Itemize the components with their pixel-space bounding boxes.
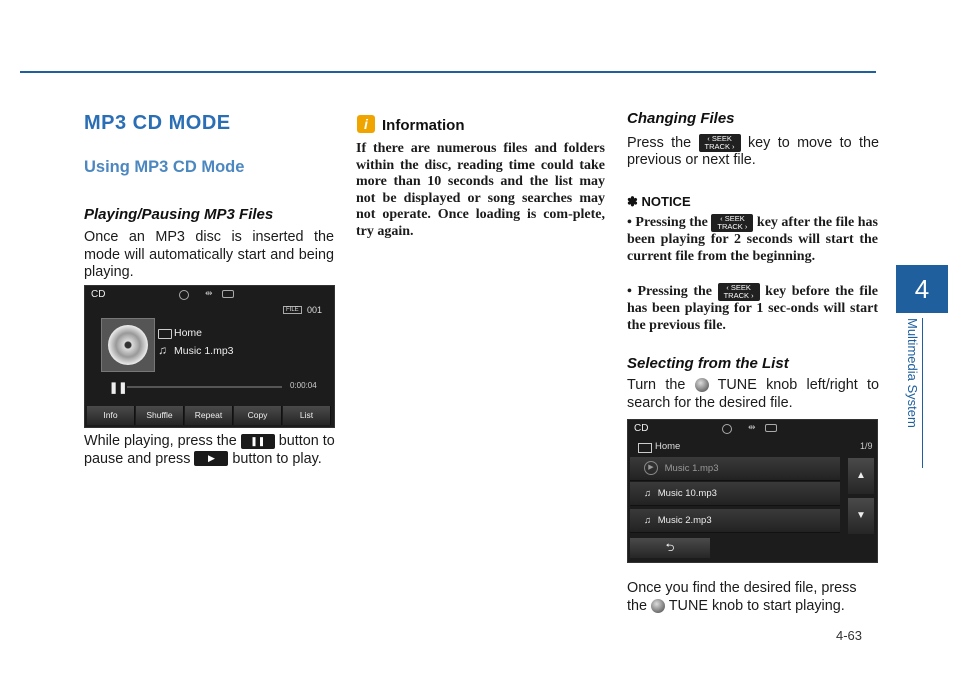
subsection-title: Using MP3 CD Mode [84,158,245,176]
notice-1b: key after the file has been playing for 2 seconds will start the current file from the beginning. [627,215,878,264]
file-number: 001 [307,305,323,315]
changing-heading: Changing Files [627,110,735,127]
file-badge: FILE [283,306,302,314]
folder-icon [158,329,172,339]
seek-track-icon-3: ‹ SEEK TRACK › [718,283,760,301]
pause-text-2: button to pause and press [84,433,335,467]
tune-knob-icon [695,378,709,392]
notice-2b: key before the file has been playing for 1 sec-onds will start the previous file. [627,284,879,333]
shuffle-button[interactable]: Shuffle [136,406,184,425]
playing-text: Once an MP3 disc is inserted the mode will automatically start and being playing. [84,229,334,280]
list-item-label: Music 2.mp3 [657,515,712,526]
changing-text-2: key to move to the previous or next file. [627,134,880,169]
seek-track-icon-2: ‹ SEEK TRACK › [711,214,753,232]
info-icon-letter: i [364,116,368,132]
play-circle-icon: ▶ [644,461,658,475]
changing-text [627,134,879,170]
notice-2a: • Pressing the [627,284,712,300]
list-folder-icon [638,443,652,453]
section-title: MP3 CD MODE [84,112,231,134]
repeat-button[interactable]: Repeat [185,406,233,425]
play-button-icon: ▶ [194,451,228,466]
notice-item-2 [627,283,878,334]
list-battery-icon [765,424,777,432]
list-item-label: Music 1.mp3 [664,463,719,474]
list-folder-name: Home [655,441,681,452]
playing-heading: Playing/Pausing MP3 Files [84,206,274,223]
chapter-rule [922,318,923,468]
folder-name: Home [174,327,203,339]
notice-item-1 [627,214,878,265]
elapsed-time: 0:00:04 [290,381,317,390]
list-disc-icon [722,424,732,434]
progress-bar[interactable] [127,386,282,388]
music-note-icon: ♫ [644,515,652,526]
info-icon [357,115,375,133]
final-text-2: TUNE knob to start playing. [668,597,845,614]
top-rule [20,71,876,73]
selecting-heading: Selecting from the List [627,355,789,372]
player-screen [84,285,335,428]
pause-icon[interactable]: ❚❚ [109,382,128,394]
tune-knob-icon-2 [651,599,665,613]
selecting-text [627,377,879,412]
list-screen-source: CD [634,423,649,434]
album-art [101,318,155,372]
list-item[interactable] [630,457,840,481]
pause-text-1: While playing, press the [84,433,237,449]
copy-button[interactable]: Copy [234,406,282,425]
chapter-label: Multimedia System [905,318,920,428]
list-usb-icon: ⇹ [748,422,756,432]
scroll-down-button[interactable]: ▼ [848,498,874,534]
music-note-icon: ♫ [644,488,652,499]
disc-icon [179,290,189,300]
list-button[interactable]: List [283,406,331,425]
changing-text-1: Press the [627,134,692,151]
final-text [627,580,879,615]
page-number: 4-63 [836,628,863,643]
info-text: If there are numerous files and folders within the disc, reading time could take more than 10 seconds and the list may not be displayed or song searches may not operate. Once loading is com-plete, try again. [356,141,605,239]
battery-icon [222,290,234,298]
list-item[interactable] [630,482,840,506]
track-name: Music 1.mp3 [174,345,234,357]
chapter-tab [896,265,948,313]
usb-icon: ⇹ [205,288,213,298]
cd-icon [108,325,148,365]
chapter-number: 4 [914,274,930,304]
pause-button-icon: ❚❚ [241,434,275,449]
selecting-text-1: Turn the [627,377,686,393]
final-text-1: Once you find the desired file, press the [627,580,857,614]
screen-source: CD [91,289,106,300]
notice-1a: • Pressing the [627,215,708,231]
selecting-text-2: TUNE knob left/right to search for the desired file. [627,377,879,411]
back-button[interactable]: ⮌ [630,538,710,558]
music-note-icon: ♫ [158,343,167,357]
list-screen [627,419,878,563]
pause-text-3: button to play. [232,450,322,467]
list-page-indicator: 1/9 [860,441,873,451]
info-button[interactable]: Info [87,406,135,425]
pause-play-text [84,433,336,468]
scroll-up-button[interactable]: ▲ [848,458,874,494]
notice-title: ✽ NOTICE [627,194,691,209]
list-item-label: Music 10.mp3 [657,488,717,499]
list-item[interactable] [630,509,840,533]
seek-track-icon: ‹ SEEK TRACK › [699,134,741,152]
info-title: Information [382,117,465,134]
